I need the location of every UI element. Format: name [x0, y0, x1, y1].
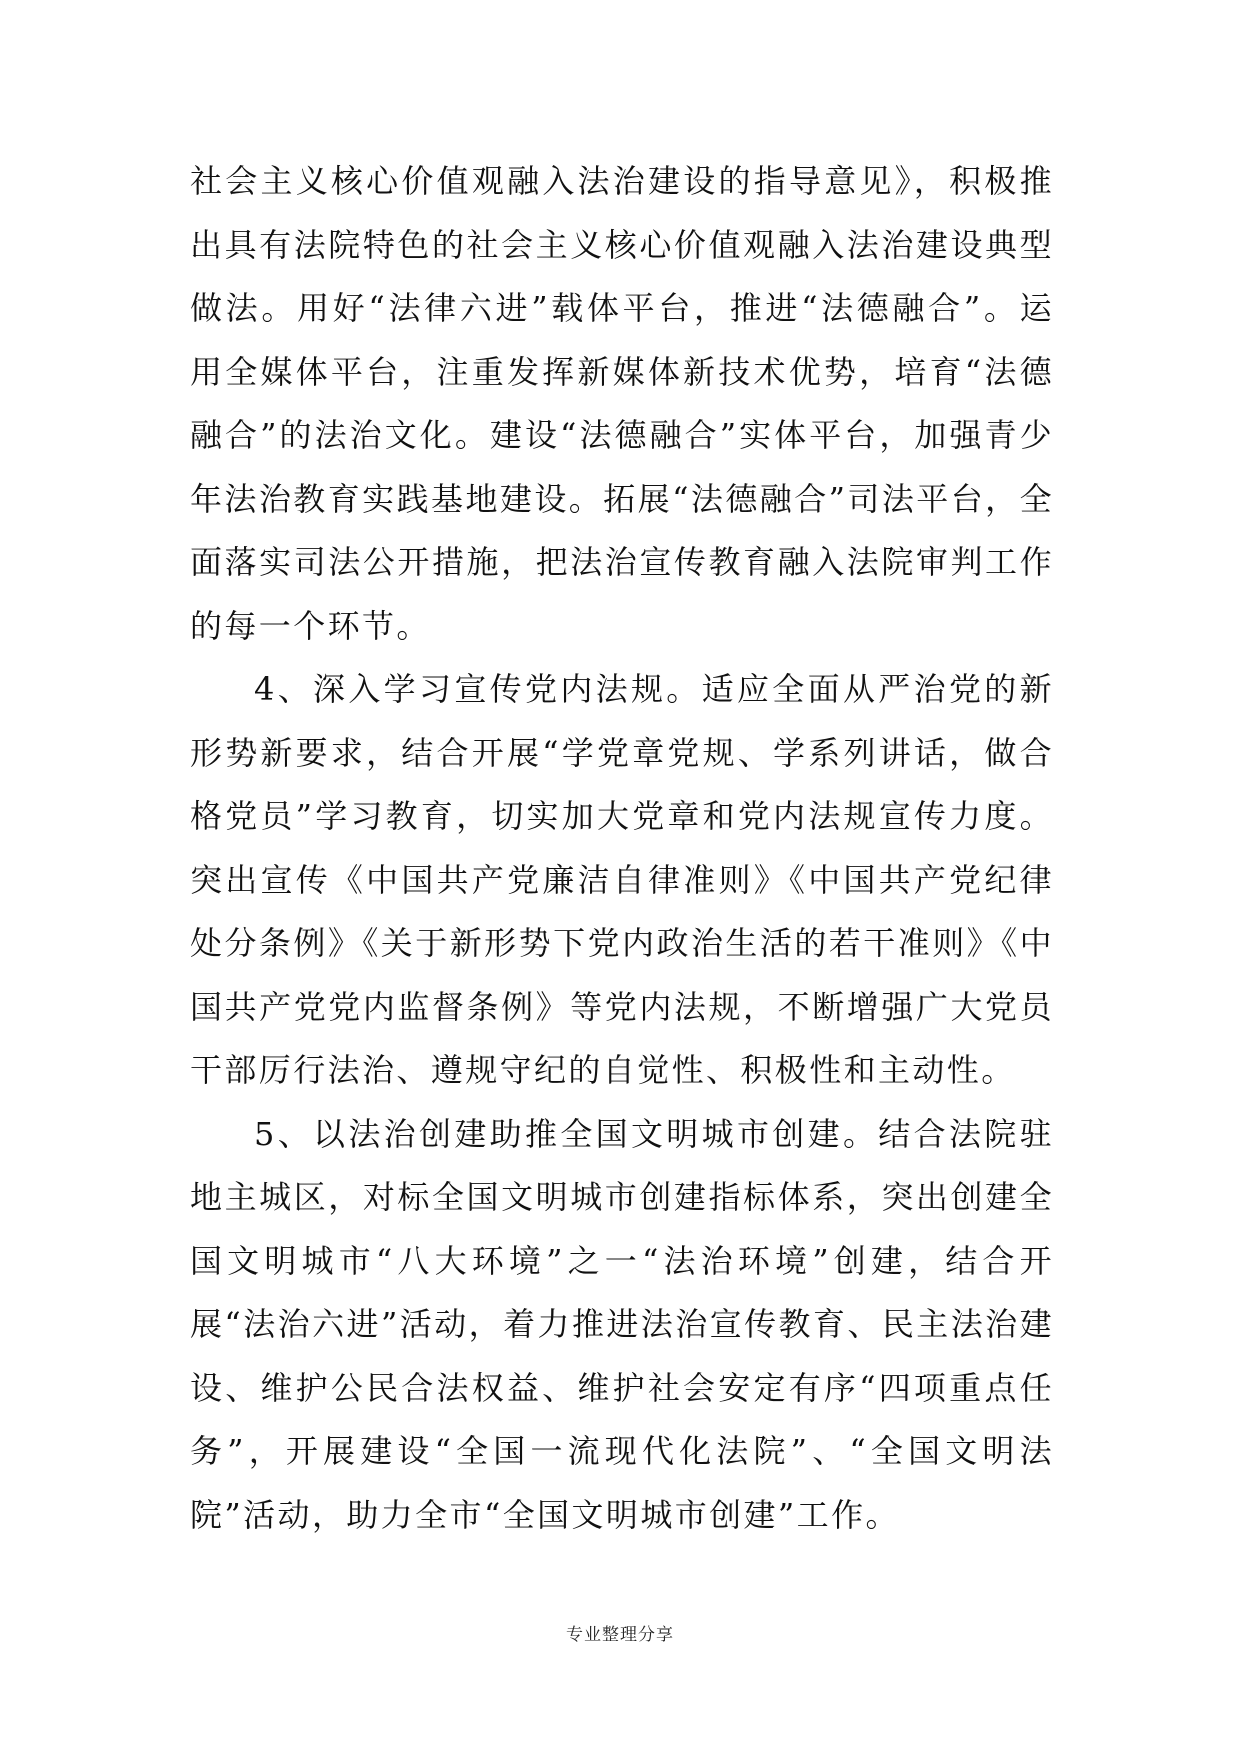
- paragraph-item-5: 5、以法治创建助推全国文明城市创建。结合法院驻地主城区，对标全国文明城市创建指标体系，突出创建全国文明城市“八大环境”之一“法治环境”创建，结合开展“法治六进”活动，着力推进法治宣传教育、民主法治建设、维护公民合法权益、维护社会安定有序“四项重点任务”，开展建设“全国一流现代化法院”、“全国文明法院”活动，助力全市“全国文明城市创建”工作。: [190, 1114, 1054, 1534]
- paragraph-item-4: 4、深入学习宣传党内法规。适应全面从严治党的新形势新要求，结合开展“学党章党规、学系列讲话，做合格党员”学习教育，切实加大党章和党内法规宣传力度。突出宣传《中国共产党廉洁自律准则》《中国共产党纪律处分条例》《关于新形势下党内政治生活的若干准则》《中国共产党党内监督条例》等党内法规，不断增强广大党员干部厉行法治、遵规守纪的自觉性、积极性和主动性。: [190, 670, 1054, 1089]
- document-body: [190, 150, 1054, 1547]
- page-footer: 专业整理分享: [566, 1625, 674, 1645]
- paragraph-continuation: 社会主义核心价值观融入法治建设的指导意见》，积极推出具有法院特色的社会主义核心价值观融入法治建设典型做法。用好“法律六进”载体平台，推进“法德融合”。运用全媒体平台，注重发挥新媒体新技术优势，培育“法德融合”的法治文化。建设“法德融合”实体平台，加强青少年法治教育实践基地建设。拓展“法德融合”司法平台，全面落实司法公开措施，把法治宣传教育融入法院审判工作的每一个环节。: [190, 162, 1054, 645]
